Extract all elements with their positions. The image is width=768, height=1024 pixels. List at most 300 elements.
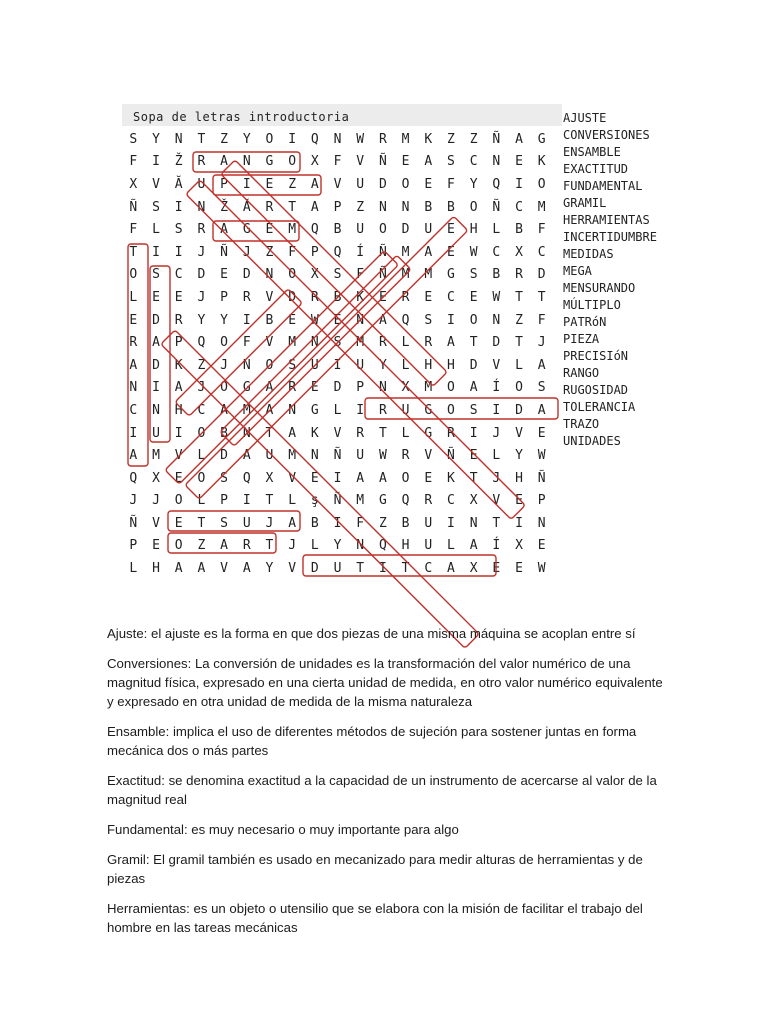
grid-cell: I bbox=[333, 515, 342, 531]
grid-cell: E bbox=[152, 538, 160, 554]
grid-cell: G bbox=[242, 222, 251, 238]
grid-cell: G bbox=[424, 402, 433, 418]
grid-cell: E bbox=[424, 289, 433, 305]
grid-cell: E bbox=[469, 448, 478, 464]
grid-cell: Q bbox=[310, 222, 319, 238]
grid-cell: G bbox=[537, 131, 546, 147]
grid-cell: J bbox=[152, 493, 160, 509]
grid-cell: L bbox=[152, 222, 160, 238]
grid-cell: T bbox=[288, 199, 297, 215]
grid-cell: J bbox=[129, 493, 138, 509]
grid-cell: Ñ bbox=[492, 131, 501, 147]
grid-cell: O bbox=[537, 176, 546, 192]
grid-cell: X bbox=[129, 176, 138, 192]
grid-cell: I bbox=[288, 131, 297, 147]
grid-cell: E bbox=[401, 154, 410, 170]
grid-cell: I bbox=[333, 470, 342, 486]
grid-cell: L bbox=[515, 357, 523, 373]
grid-cell: Y bbox=[333, 538, 342, 554]
grid-cell: A bbox=[537, 402, 546, 418]
grid-cell: E bbox=[492, 561, 501, 577]
grid-cell: Z bbox=[288, 176, 297, 192]
grid-cell: O bbox=[220, 380, 228, 396]
grid-cell: L bbox=[401, 425, 410, 441]
grid-cell: C bbox=[537, 244, 546, 260]
grid-cell: F bbox=[537, 312, 546, 328]
grid-cell: V bbox=[288, 470, 297, 486]
grid-cell: H bbox=[424, 357, 433, 373]
grid-cell: H bbox=[469, 222, 478, 238]
grid-cell: A bbox=[220, 538, 228, 554]
grid-cell: V bbox=[424, 448, 433, 464]
grid-cell: B bbox=[515, 222, 523, 238]
grid-cell: R bbox=[197, 222, 206, 238]
grid-cell: L bbox=[288, 493, 297, 509]
grid-cell: A bbox=[424, 244, 433, 260]
grid-cell: H bbox=[152, 561, 160, 577]
grid-cell: O bbox=[469, 199, 478, 215]
grid-cell: N bbox=[310, 335, 319, 351]
grid-cell: R bbox=[378, 335, 387, 351]
grid-cell: T bbox=[265, 425, 274, 441]
grid-cell: U bbox=[333, 561, 342, 577]
grid-cell: U bbox=[356, 357, 365, 373]
grid-cell: M bbox=[356, 493, 365, 509]
grid-cell: P bbox=[537, 493, 546, 509]
grid-cell: E bbox=[424, 470, 433, 486]
grid-cell: S bbox=[220, 470, 228, 486]
grid-cell: I bbox=[174, 244, 183, 260]
grid-cell: I bbox=[492, 402, 501, 418]
grid-cell: A bbox=[288, 515, 297, 531]
grid-cell: T bbox=[378, 425, 387, 441]
grid-cell: A bbox=[310, 176, 319, 192]
grid-cell: O bbox=[265, 131, 274, 147]
word-list-item: MEGA bbox=[563, 264, 592, 278]
grid-cell: R bbox=[515, 267, 523, 283]
grid-cell: B bbox=[333, 222, 342, 238]
grid-cell: P bbox=[356, 380, 365, 396]
grid-cell: P bbox=[220, 493, 228, 509]
grid-cell: I bbox=[333, 357, 342, 373]
grid-cell: Ñ bbox=[333, 448, 342, 464]
grid-cell: C bbox=[515, 199, 523, 215]
grid-cell: V bbox=[333, 425, 342, 441]
definition-paragraph: Ensamble: implica el uso de diferentes métodos de sujeción para sostener juntas en forma mecánica dos o más partes bbox=[107, 724, 637, 758]
grid-cell: A bbox=[378, 470, 387, 486]
grid-cell: F bbox=[129, 222, 138, 238]
grid-cell: A bbox=[220, 154, 228, 170]
grid-cell: L bbox=[401, 357, 410, 373]
grid-cell: R bbox=[447, 425, 455, 441]
grid-cell: G bbox=[424, 425, 433, 441]
word-list-item: AJUSTE bbox=[563, 111, 607, 125]
grid-cell: N bbox=[333, 131, 342, 147]
grid-cell: C bbox=[197, 402, 206, 418]
grid-cell: Z bbox=[378, 515, 387, 531]
grid-cell: R bbox=[401, 289, 410, 305]
grid-cell: Q bbox=[333, 244, 342, 260]
grid-cell: L bbox=[129, 561, 138, 577]
grid-cell: K bbox=[174, 357, 183, 373]
grid-cell: I bbox=[152, 154, 160, 170]
grid-cell: A bbox=[129, 357, 138, 373]
grid-cell: S bbox=[174, 222, 183, 238]
grid-cell: O bbox=[174, 493, 183, 509]
grid-cell: X bbox=[469, 493, 478, 509]
grid-cell: S bbox=[469, 402, 478, 418]
grid-cell: M bbox=[401, 131, 410, 147]
grid-cell: L bbox=[197, 493, 206, 509]
grid-cell: I bbox=[515, 176, 523, 192]
word-list-item: MÚLTIPLO bbox=[563, 298, 621, 312]
definition-paragraph: Exactitud: se denomina exactitud a la capacidad de un instrumento de acercarse al valor de la magnitud real bbox=[107, 773, 657, 807]
grid-cell: A bbox=[356, 470, 365, 486]
grid-cell: P bbox=[310, 244, 319, 260]
grid-cell: O bbox=[447, 402, 455, 418]
grid-cell: J bbox=[265, 515, 274, 531]
grid-cell: G bbox=[310, 402, 319, 418]
grid-cell: W bbox=[310, 312, 319, 328]
grid-cell: E bbox=[447, 222, 455, 238]
grid-cell: D bbox=[310, 561, 319, 577]
grid-cell: U bbox=[242, 515, 251, 531]
grid-cell: Y bbox=[265, 561, 274, 577]
word-list-item: TRAZO bbox=[563, 417, 600, 431]
grid-cell: N bbox=[492, 312, 501, 328]
grid-cell: H bbox=[401, 538, 410, 554]
grid-cell: V bbox=[152, 515, 160, 531]
grid-cell: S bbox=[424, 312, 433, 328]
grid-cell: L bbox=[492, 222, 501, 238]
grid-cell: V bbox=[492, 493, 501, 509]
grid-cell: L bbox=[197, 448, 206, 464]
grid-cell: A bbox=[447, 561, 455, 577]
grid-cell: X bbox=[469, 561, 478, 577]
grid-cell: S bbox=[152, 199, 160, 215]
grid-cell: O bbox=[401, 470, 410, 486]
grid-cell: X bbox=[152, 470, 160, 486]
grid-cell: V bbox=[265, 335, 274, 351]
grid-cell: I bbox=[356, 402, 365, 418]
grid-cell: C bbox=[492, 244, 501, 260]
grid-cell: F bbox=[288, 244, 297, 260]
grid-cell: G bbox=[447, 267, 455, 283]
grid-cell: N bbox=[288, 402, 297, 418]
grid-cell: T bbox=[469, 335, 478, 351]
grid-cell: N bbox=[378, 380, 387, 396]
grid-cell: S bbox=[288, 357, 297, 373]
grid-cell: R bbox=[174, 312, 183, 328]
grid-cell: T bbox=[492, 515, 501, 531]
grid-cell: U bbox=[401, 402, 410, 418]
grid-cell: F bbox=[242, 335, 251, 351]
grid-cell: Z bbox=[447, 131, 455, 147]
grid-cell: W bbox=[537, 561, 546, 577]
grid-cell: A bbox=[129, 448, 138, 464]
grid-cell: Z bbox=[356, 199, 365, 215]
grid-cell: D bbox=[537, 267, 546, 283]
grid-cell: N bbox=[129, 380, 138, 396]
word-list-item: PIEZA bbox=[563, 332, 600, 346]
grid-cell: D bbox=[242, 267, 251, 283]
grid-cell: N bbox=[242, 357, 251, 373]
grid-cell: S bbox=[469, 267, 478, 283]
grid-cell: T bbox=[401, 561, 410, 577]
grid-cell: W bbox=[356, 131, 365, 147]
grid-cell: R bbox=[265, 199, 274, 215]
definitions-section bbox=[107, 624, 667, 948]
grid-cell: U bbox=[356, 176, 365, 192]
grid-cell: O bbox=[197, 425, 206, 441]
grid-cell: A bbox=[197, 561, 206, 577]
grid-cell: A bbox=[265, 402, 274, 418]
grid-cell: H bbox=[174, 402, 183, 418]
word-list-item: ENSAMBLE bbox=[563, 145, 621, 159]
grid-cell: N bbox=[174, 131, 183, 147]
grid-cell: J bbox=[197, 244, 206, 260]
grid-cell: X bbox=[515, 538, 523, 554]
grid-cell: Ñ bbox=[378, 267, 387, 283]
grid-cell: M bbox=[424, 380, 433, 396]
grid-cell: U bbox=[265, 448, 274, 464]
grid-cell: F bbox=[447, 176, 455, 192]
grid-cell: U bbox=[424, 515, 433, 531]
grid-cell: R bbox=[310, 289, 319, 305]
grid-cell: S bbox=[129, 131, 138, 147]
grid-cell: R bbox=[401, 448, 410, 464]
grid-cell: T bbox=[265, 493, 274, 509]
word-list-item: GRAMIL bbox=[563, 196, 607, 210]
grid-cell: Ñ bbox=[129, 515, 138, 531]
grid-cell: A bbox=[469, 380, 478, 396]
definition-paragraph: Conversiones: La conversión de unidades es la transformación del valor numérico de una magnitud física, expresado en una cierta unidad de medida, en otro valor numérico equivalente y expresado en otra unidad de medida de la misma naturaleza bbox=[107, 656, 663, 709]
word-list-item: HERRAMIENTAS bbox=[563, 213, 650, 227]
grid-cell: R bbox=[378, 402, 387, 418]
grid-cell: E bbox=[288, 312, 297, 328]
grid-cell: D bbox=[515, 402, 523, 418]
definition-paragraph: Gramil: El gramil también es usado en mecanizado para medir alturas de herramientas y de piezas bbox=[107, 852, 643, 886]
grid-cell: B bbox=[447, 199, 455, 215]
grid-cell: S bbox=[537, 380, 546, 396]
grid-cell: N bbox=[378, 199, 387, 215]
grid-cell: Ñ bbox=[447, 448, 455, 464]
grid-cell: N bbox=[356, 312, 365, 328]
grid-cell: D bbox=[197, 267, 206, 283]
grid-cell: E bbox=[152, 289, 160, 305]
grid-cell: I bbox=[447, 312, 455, 328]
grid-cell: R bbox=[197, 154, 206, 170]
grid-cell: A bbox=[220, 222, 228, 238]
grid-cell: I bbox=[378, 561, 387, 577]
grid-cell: M bbox=[356, 335, 365, 351]
grid-cell: A bbox=[265, 380, 274, 396]
grid-cell: V bbox=[515, 425, 523, 441]
grid-cell: Ă bbox=[174, 176, 183, 192]
grid-cell: C bbox=[447, 493, 455, 509]
grid-cell: W bbox=[378, 448, 387, 464]
grid-cell: M bbox=[424, 267, 433, 283]
grid-cell: R bbox=[242, 538, 251, 554]
grid-cell: Y bbox=[220, 312, 228, 328]
grid-cell: Ñ bbox=[129, 199, 138, 215]
grid-cell: T bbox=[265, 538, 274, 554]
grid-cell: I bbox=[152, 244, 160, 260]
grid-cell: V bbox=[333, 176, 342, 192]
grid-cell: S bbox=[152, 267, 160, 283]
grid-cell: A bbox=[220, 402, 228, 418]
letter-grid bbox=[122, 128, 562, 578]
grid-cell: K bbox=[537, 154, 546, 170]
grid-cell: Y bbox=[152, 131, 160, 147]
grid-cell: P bbox=[174, 335, 183, 351]
word-list-item: TOLERANCIA bbox=[563, 400, 636, 414]
grid-cell: Ž bbox=[174, 154, 183, 170]
grid-cell: L bbox=[333, 402, 342, 418]
grid-cell: A bbox=[378, 312, 387, 328]
grid-cell: M bbox=[288, 335, 297, 351]
grid-cell: Q bbox=[378, 538, 387, 554]
grid-cell: C bbox=[447, 289, 455, 305]
grid-cell: E bbox=[447, 244, 455, 260]
word-list-item: EXACTITUD bbox=[563, 162, 629, 176]
grid-cell: B bbox=[333, 289, 342, 305]
grid-cell: D bbox=[288, 289, 297, 305]
grid-cell: G bbox=[242, 380, 251, 396]
grid-cell: M bbox=[152, 448, 160, 464]
grid-cell: S bbox=[333, 335, 342, 351]
grid-cell: G bbox=[265, 154, 274, 170]
grid-cell: D bbox=[492, 335, 501, 351]
grid-cell: J bbox=[537, 335, 546, 351]
grid-cell: A bbox=[537, 357, 546, 373]
grid-cell: K bbox=[447, 470, 455, 486]
grid-cell: O bbox=[469, 312, 478, 328]
grid-cell: Ñ bbox=[492, 199, 501, 215]
grid-cell: J bbox=[220, 357, 228, 373]
grid-cell: Z bbox=[220, 131, 228, 147]
grid-cell: B bbox=[310, 515, 319, 531]
grid-cell: N bbox=[401, 199, 410, 215]
grid-cell: Z bbox=[469, 131, 478, 147]
grid-cell: R bbox=[424, 335, 433, 351]
grid-cell: A bbox=[424, 154, 433, 170]
grid-cell: U bbox=[152, 425, 160, 441]
grid-cell: O bbox=[265, 357, 274, 373]
grid-cell: L bbox=[401, 335, 410, 351]
word-list-item: UNIDADES bbox=[563, 434, 621, 448]
grid-cell: D bbox=[401, 222, 410, 238]
grid-cell: R bbox=[424, 493, 433, 509]
grid-cell: N bbox=[265, 267, 274, 283]
grid-cell: Z bbox=[197, 538, 206, 554]
grid-cell: I bbox=[152, 380, 160, 396]
grid-cell: W bbox=[469, 244, 478, 260]
grid-cell: Q bbox=[401, 312, 410, 328]
grid-cell: A bbox=[469, 538, 478, 554]
grid-cell: O bbox=[515, 380, 523, 396]
grid-cell: D bbox=[333, 380, 342, 396]
grid-cell: Q bbox=[129, 470, 138, 486]
grid-cell: V bbox=[288, 561, 297, 577]
grid-cell: I bbox=[242, 312, 251, 328]
definition-paragraph: Ajuste: el ajuste es la forma en que dos piezas de una misma máquina se acoplan entre sí bbox=[107, 626, 636, 641]
grid-cell: R bbox=[242, 289, 251, 305]
grid-cell: D bbox=[378, 176, 387, 192]
word-list-item: PATRóN bbox=[563, 315, 607, 329]
grid-cell: E bbox=[174, 515, 183, 531]
grid-cell: Z bbox=[265, 244, 274, 260]
grid-cell: N bbox=[242, 154, 251, 170]
grid-cell: E bbox=[310, 470, 319, 486]
grid-cell: X bbox=[310, 154, 319, 170]
grid-cell: E bbox=[129, 312, 138, 328]
grid-cell: E bbox=[469, 289, 478, 305]
grid-cell: Q bbox=[401, 493, 410, 509]
grid-cell: T bbox=[515, 289, 523, 305]
grid-cell: Ñ bbox=[333, 493, 342, 509]
grid-cell: N bbox=[469, 515, 478, 531]
grid-cell: T bbox=[469, 470, 478, 486]
grid-cell: F bbox=[356, 515, 365, 531]
grid-cell: R bbox=[356, 425, 365, 441]
grid-cell: J bbox=[197, 380, 206, 396]
grid-cell: M bbox=[288, 222, 297, 238]
grid-cell: T bbox=[356, 561, 365, 577]
grid-cell: T bbox=[537, 289, 546, 305]
grid-cell: T bbox=[129, 244, 138, 260]
grid-cell: J bbox=[492, 425, 501, 441]
grid-cell: B bbox=[401, 515, 410, 531]
grid-cell: U bbox=[356, 448, 365, 464]
word-list-item: RUGOSIDAD bbox=[563, 383, 629, 397]
grid-cell: P bbox=[220, 289, 228, 305]
grid-cell: H bbox=[515, 470, 523, 486]
grid-cell: P bbox=[220, 176, 228, 192]
grid-cell: B bbox=[220, 425, 228, 441]
grid-cell: C bbox=[174, 267, 183, 283]
grid-cell: W bbox=[492, 289, 501, 305]
grid-cell: R bbox=[288, 380, 297, 396]
grid-cell: S bbox=[333, 267, 342, 283]
grid-cell: K bbox=[356, 289, 365, 305]
grid-cell: ş bbox=[310, 493, 319, 509]
grid-cell: N bbox=[537, 515, 546, 531]
grid-cell: S bbox=[447, 154, 455, 170]
grid-cell: D bbox=[152, 357, 160, 373]
grid-cell: Y bbox=[469, 176, 478, 192]
grid-cell: E bbox=[515, 154, 523, 170]
grid-cell: F bbox=[537, 222, 546, 238]
grid-cell: Í bbox=[492, 380, 501, 396]
grid-cell: Ñ bbox=[378, 244, 387, 260]
grid-cell: L bbox=[492, 448, 501, 464]
word-list-item: MENSURANDO bbox=[563, 281, 636, 295]
grid-cell: N bbox=[197, 199, 206, 215]
grid-cell: U bbox=[356, 222, 365, 238]
grid-cell: E bbox=[174, 470, 183, 486]
grid-cell: R bbox=[129, 335, 138, 351]
grid-cell: E bbox=[310, 380, 319, 396]
grid-cell: U bbox=[197, 176, 206, 192]
grid-cell: D bbox=[220, 448, 228, 464]
grid-cell: A bbox=[174, 380, 183, 396]
grid-cell: C bbox=[129, 402, 138, 418]
grid-cell: K bbox=[424, 131, 433, 147]
grid-cell: N bbox=[356, 538, 365, 554]
grid-cell: X bbox=[265, 470, 274, 486]
grid-cell: N bbox=[310, 448, 319, 464]
